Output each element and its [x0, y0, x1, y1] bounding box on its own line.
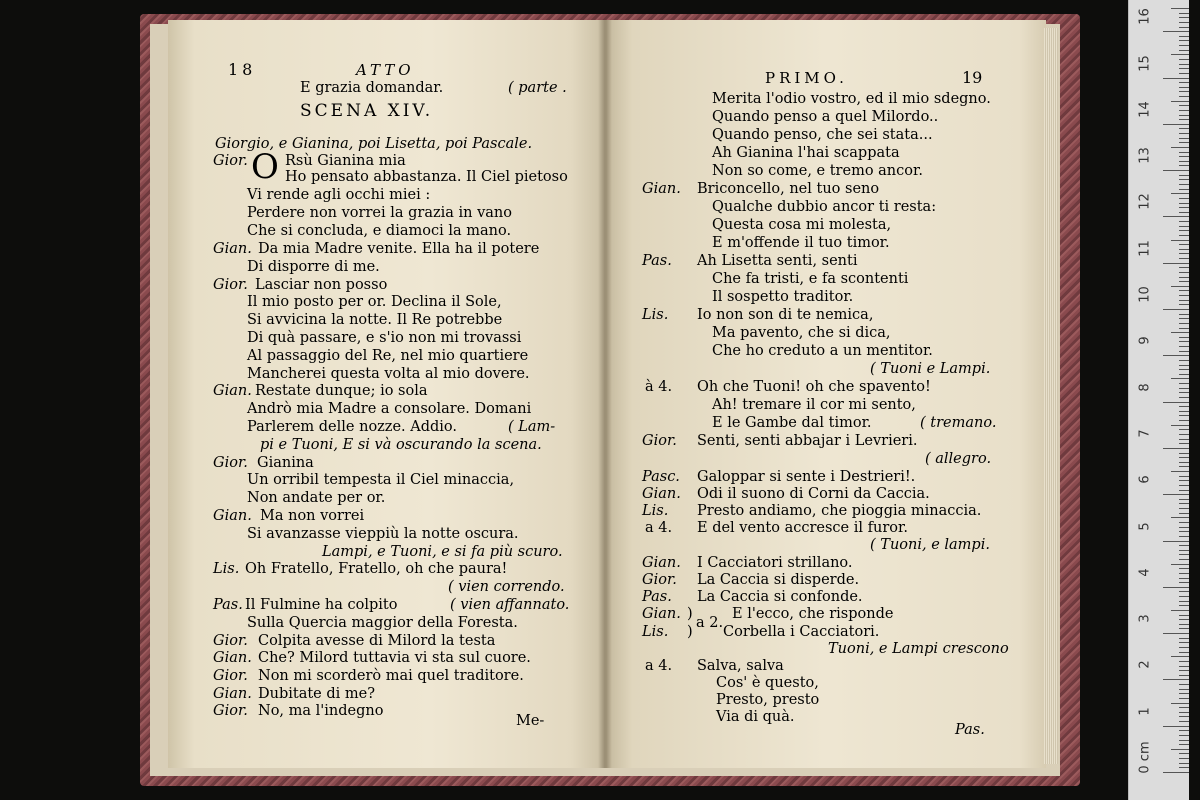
ruler-tick [1179, 258, 1189, 259]
ruler-tick [1179, 527, 1189, 528]
verse-line: Di disporre di me. [247, 259, 380, 275]
verse-line: Quando penso a quel Milordo.. [712, 109, 939, 125]
ruler-tick [1179, 300, 1189, 301]
ruler-tick [1179, 652, 1189, 653]
ruler-tick [1179, 513, 1189, 514]
ruler-tick [1179, 601, 1189, 602]
ruler-tick [1179, 642, 1189, 643]
ruler-tick [1179, 360, 1189, 361]
ruler-tick [1179, 531, 1189, 532]
verse-line: Non andate per or. [247, 490, 386, 506]
ruler-tick [1179, 429, 1189, 430]
speaker-label: Gian. [642, 181, 681, 197]
verse-line: Tuoni, e Lampi crescono [828, 641, 1009, 657]
ruler-tick [1163, 633, 1189, 634]
speaker-label: Lis. [642, 624, 669, 640]
ruler-tick [1179, 203, 1189, 204]
stage-direction: ( parte . [508, 80, 567, 96]
ruler-tick [1179, 596, 1189, 597]
ruler-tick [1163, 587, 1189, 588]
book-gutter [598, 20, 612, 768]
verse-line: Oh che Tuoni! oh che spavento! [697, 379, 931, 395]
verse-line: Rsù Gianina mia [285, 153, 406, 169]
ruler-tick [1179, 536, 1189, 537]
verse-line: Via di quà. [716, 709, 795, 725]
speaker-label: Lis. [642, 503, 669, 519]
ruler-tick [1179, 212, 1189, 213]
ruler-tick [1179, 559, 1189, 560]
ruler-tick [1179, 397, 1189, 398]
ruler-tick [1179, 115, 1189, 116]
ruler-tick [1179, 314, 1189, 315]
ruler-tick [1171, 240, 1189, 241]
ruler-tick [1171, 378, 1189, 379]
ruler-tick [1179, 550, 1189, 551]
ruler-tick [1179, 272, 1189, 273]
ruler-tick [1163, 679, 1189, 680]
ruler-tick [1179, 415, 1189, 416]
ruler-tick [1179, 253, 1189, 254]
ruler-tick [1171, 193, 1189, 194]
ruler-tick [1179, 615, 1189, 616]
verse-line: Ah Gianina l'hai scappata [712, 145, 900, 161]
verse-line: ) [687, 624, 693, 640]
ruler-tick [1179, 82, 1189, 83]
measuring-ruler [1128, 0, 1189, 800]
speaker-label: Pas. [642, 253, 672, 269]
ruler-tick [1179, 119, 1189, 120]
ruler-number: 13 [1137, 147, 1153, 164]
ruler-tick [1179, 277, 1189, 278]
ruler-tick [1179, 582, 1189, 583]
verse-line: Ho pensato abbastanza. Il Ciel pietoso [285, 169, 568, 185]
verse-line: Che? Milord tuttavia vi sta sul cuore. [258, 650, 531, 666]
ruler-tick [1179, 142, 1189, 143]
verse-line: Merita l'odio vostro, ed il mio sdegno. [712, 91, 991, 107]
ruler-number: 15 [1137, 54, 1153, 72]
ruler-number: 8 [1137, 382, 1153, 392]
ruler-tick [1179, 439, 1189, 440]
ruler-number: 12 [1137, 193, 1153, 211]
verse-line: Dubitate di me? [258, 686, 376, 702]
ruler-tick [1179, 462, 1189, 463]
verse-line: Ma pavento, che si dica, [712, 325, 891, 341]
ruler-tick [1179, 73, 1189, 74]
verse-line: E le Gambe dal timor. [712, 415, 872, 431]
ruler-number: 2 [1137, 660, 1153, 670]
ruler-tick [1171, 564, 1189, 565]
ruler-number: 9 [1137, 336, 1153, 345]
ruler-tick [1179, 133, 1189, 134]
ruler-tick [1179, 406, 1189, 407]
verse-line: Oh Fratello, Fratello, oh che paura! [245, 561, 508, 577]
ensemble-label: a 4. [645, 520, 673, 536]
scene-title: SCENA XIV. [300, 101, 434, 121]
speaker-label: Gian. [213, 241, 252, 257]
stage-direction: ( tremano. [920, 415, 997, 431]
speaker-label: Gian. [642, 606, 681, 622]
ruler-number: 10 [1137, 286, 1153, 303]
ruler-tick [1179, 374, 1189, 375]
verse-line: I Cacciatori strillano. [697, 555, 853, 571]
ruler-tick [1179, 730, 1189, 731]
verse-line: Andrò mia Madre a consolare. Domani [247, 401, 532, 417]
ruler-tick [1179, 591, 1189, 592]
ruler-tick [1179, 693, 1189, 694]
right-page-number: 19 [962, 68, 983, 87]
ruler-tick [1163, 216, 1189, 217]
verse-line: Pas. [955, 722, 985, 738]
ruler-tick [1179, 568, 1189, 569]
ruler-tick [1163, 355, 1189, 356]
speaker-label: Gian. [642, 486, 681, 502]
verse-line: E m'offende il tuo timor. [712, 235, 890, 251]
ruler-tick [1179, 453, 1189, 454]
ruler-tick [1179, 221, 1189, 222]
ruler-tick [1163, 124, 1189, 125]
ruler-number: 1 [1137, 707, 1153, 716]
verse-line: Presto, presto [716, 692, 820, 708]
ruler-tick [1179, 443, 1189, 444]
ruler-tick [1179, 758, 1189, 759]
ruler-tick [1179, 87, 1189, 88]
stage-direction: ( Lam- [508, 419, 556, 435]
verse-line: ( Tuoni, e lampi. [870, 537, 990, 553]
ruler-tick [1179, 666, 1189, 667]
ruler-tick [1179, 40, 1189, 41]
ruler-tick [1163, 263, 1189, 264]
ruler-tick [1163, 726, 1189, 727]
ruler-tick [1179, 508, 1189, 509]
verse-line: Questa cosa mi molesta, [712, 217, 892, 233]
ruler-tick [1171, 517, 1189, 518]
verse-line: Da mia Madre venite. Ella ha il potere [258, 241, 540, 257]
left-page-number: 18 [228, 60, 257, 79]
speaker-label: Gian. [213, 508, 252, 524]
verse-line: Ah Lisetta senti, senti [697, 253, 858, 269]
ruler-tick [1171, 286, 1189, 287]
ruler-tick [1179, 337, 1189, 338]
ruler-tick [1179, 411, 1189, 412]
verse-line: Presto andiamo, che pioggia minaccia. [697, 503, 982, 519]
ruler-tick [1179, 712, 1189, 713]
verse-line: Giorgio, e Gianina, poi Lisetta, poi Pascale. [215, 136, 533, 152]
ruler-tick [1179, 50, 1189, 51]
verse-line: Parlerem delle nozze. Addio. [247, 419, 458, 435]
ruler-tick [1179, 230, 1189, 231]
ruler-tick [1179, 740, 1189, 741]
ruler-tick [1179, 22, 1189, 23]
ruler-tick [1179, 689, 1189, 690]
ruler-tick [1171, 54, 1189, 55]
speaker-label: Pas. [642, 589, 672, 605]
verse-line: a 2. [696, 615, 724, 631]
verse-line: Vi rende agli occhi miei : [247, 187, 431, 203]
ruler-tick [1179, 13, 1189, 14]
verse-line: Lampi, e Tuoni, e si fa più scuro. [322, 544, 563, 560]
verse-line: Non so come, e tremo ancor. [712, 163, 923, 179]
ruler-tick [1179, 624, 1189, 625]
ruler-tick [1179, 235, 1189, 236]
ruler-tick [1171, 8, 1189, 9]
speaker-label: Gior. [642, 433, 677, 449]
ruler-tick [1179, 647, 1189, 648]
verse-line: La Caccia si confonde. [697, 589, 863, 605]
ruler-tick [1179, 96, 1189, 97]
ruler-tick [1179, 763, 1189, 764]
verse-line: Si avvicina la notte. Il Re potrebbe [247, 312, 503, 328]
ruler-tick [1179, 744, 1189, 745]
ruler-tick [1179, 619, 1189, 620]
ensemble-label: à 4. [645, 379, 673, 395]
ruler-tick [1179, 323, 1189, 324]
ruler-number: 14 [1137, 101, 1153, 118]
ruler-tick [1179, 490, 1189, 491]
ruler-tick [1179, 198, 1189, 199]
ruler-number: 4 [1137, 568, 1153, 577]
ruler-tick [1179, 545, 1189, 546]
ruler-number: 16 [1137, 8, 1153, 25]
speaker-label: Lis. [642, 307, 669, 323]
ruler-number: 7 [1137, 429, 1153, 438]
ruler-tick [1179, 392, 1189, 393]
speaker-label: Gior. [213, 277, 248, 293]
verse-line: Odi il suono di Corni da Caccia. [697, 486, 930, 502]
ruler-tick [1179, 707, 1189, 708]
ruler-tick [1179, 522, 1189, 523]
speaker-label: Pasc. [642, 469, 680, 485]
ruler-tick [1179, 152, 1189, 153]
ruler-tick [1171, 610, 1189, 611]
ruler-tick [1179, 767, 1189, 768]
verse-line: Qualche dubbio ancor ti resta: [712, 199, 937, 215]
verse-line: Che si concluda, e diamoci la mano. [247, 223, 512, 239]
ruler-tick [1179, 295, 1189, 296]
ruler-tick [1179, 684, 1189, 685]
speaker-label: Gior. [213, 633, 248, 649]
ruler-tick [1179, 91, 1189, 92]
ruler-tick [1179, 304, 1189, 305]
verse-line: E grazia domandar. [300, 80, 444, 96]
speaker-label: Gior. [213, 455, 248, 471]
ruler-tick [1171, 749, 1189, 750]
drop-cap: O [251, 147, 279, 187]
ruler-tick [1179, 45, 1189, 46]
ruler-tick [1179, 161, 1189, 162]
ruler-tick [1179, 244, 1189, 245]
ruler-tick [1179, 175, 1189, 176]
verse-line: Restate dunque; io sola [255, 383, 428, 399]
verse-line: E del vento accresce il furor. [697, 520, 908, 536]
ruler-tick [1179, 605, 1189, 606]
verse-line: ( allegro. [925, 451, 992, 467]
ruler-number: 0 cm [1137, 741, 1153, 774]
speaker-label: Pas. [213, 597, 243, 613]
ensemble-label: a 4. [645, 658, 673, 674]
verse-line: Cos' è questo, [716, 675, 819, 691]
ruler-tick [1163, 78, 1189, 79]
verse-line: Gianina [257, 455, 314, 471]
ruler-number: 3 [1137, 614, 1153, 623]
ruler-tick [1163, 772, 1189, 773]
ruler-tick [1179, 638, 1189, 639]
ruler-tick [1179, 753, 1189, 754]
verse-line: Mancherei questa volta al mio dovere. [247, 366, 530, 382]
ruler-tick [1179, 68, 1189, 69]
verse-line: Il Fulmine ha colpito [245, 597, 398, 613]
verse-line: No, ma l'indegno [258, 703, 384, 719]
ruler-tick [1179, 17, 1189, 18]
ruler-tick [1179, 165, 1189, 166]
ruler-tick [1179, 189, 1189, 190]
ruler-tick [1163, 31, 1189, 32]
stage-direction: ( vien affannato. [450, 597, 570, 613]
ruler-tick [1179, 59, 1189, 60]
ruler-tick [1179, 341, 1189, 342]
ruler-tick [1179, 721, 1189, 722]
verse-line: ( vien correndo. [448, 579, 565, 595]
ruler-tick [1171, 656, 1189, 657]
ruler-tick [1171, 471, 1189, 472]
verse-line: pi e Tuoni, E si và oscurando la scena. [260, 437, 542, 453]
verse-line: Salva, salva [697, 658, 784, 674]
ruler-tick [1163, 494, 1189, 495]
verse-line: Un orribil tempesta il Ciel minaccia, [247, 472, 515, 488]
page-stack-edge [1044, 28, 1058, 764]
verse-line: Perdere non vorrei la grazia in vano [247, 205, 513, 221]
verse-line: ( Tuoni e Lampi. [870, 361, 991, 377]
ruler-tick [1179, 388, 1189, 389]
ruler-tick [1179, 369, 1189, 370]
verse-line: La Caccia si disperde. [697, 572, 860, 588]
verse-line: Sulla Quercia maggior della Foresta. [247, 615, 518, 631]
verse-line: ) [687, 606, 693, 622]
ruler-tick [1179, 346, 1189, 347]
verse-line: Briconcello, nel tuo seno [697, 181, 880, 197]
verse-line: Al passaggio del Re, nel mio quartiere [247, 348, 529, 364]
ruler-tick [1179, 485, 1189, 486]
ruler-tick [1163, 309, 1189, 310]
ruler-tick [1179, 573, 1189, 574]
ruler-tick [1179, 328, 1189, 329]
ruler-tick [1179, 716, 1189, 717]
ruler-tick [1179, 110, 1189, 111]
ruler-tick [1179, 351, 1189, 352]
ruler-tick [1179, 36, 1189, 37]
ruler-tick [1179, 179, 1189, 180]
ruler-tick [1171, 703, 1189, 704]
ruler-tick [1179, 318, 1189, 319]
verse-line: Di quà passare, e s'io non mi trovassi [247, 330, 522, 346]
ruler-tick [1179, 365, 1189, 366]
ruler-tick [1179, 290, 1189, 291]
verse-line: Lasciar non posso [255, 277, 388, 293]
left-running-head: ATTO [356, 61, 415, 79]
ruler-tick [1171, 425, 1189, 426]
ruler-tick [1179, 105, 1189, 106]
ruler-tick [1163, 170, 1189, 171]
ruler-tick [1163, 402, 1189, 403]
speaker-label: Gior. [642, 572, 677, 588]
verse-line: Senti, senti abbajar i Levrieri. [697, 433, 918, 449]
verse-line: Colpita avesse di Milord la testa [258, 633, 496, 649]
ruler-tick [1163, 541, 1189, 542]
ruler-tick [1179, 184, 1189, 185]
speaker-label: Gian. [642, 555, 681, 571]
verse-line: Io non son di te nemica, [697, 307, 874, 323]
ruler-tick [1179, 27, 1189, 28]
ruler-tick [1179, 267, 1189, 268]
ruler-tick [1171, 101, 1189, 102]
ruler-tick [1179, 499, 1189, 500]
verse-line: Galoppar si sente i Destrieri!. [697, 469, 916, 485]
ruler-tick [1179, 503, 1189, 504]
ruler-number: 6 [1137, 475, 1153, 484]
verse-line: Corbella i Cacciatori. [723, 624, 880, 640]
verse-line: Che fa tristi, e fa scontenti [712, 271, 909, 287]
speaker-label: Gian. [213, 650, 252, 666]
ruler-tick [1179, 735, 1189, 736]
speaker-label: Gian. [213, 686, 252, 702]
ruler-tick [1171, 332, 1189, 333]
ruler-tick [1179, 420, 1189, 421]
verse-line: Ma non vorrei [260, 508, 365, 524]
ruler-tick [1179, 466, 1189, 467]
ruler-tick [1179, 128, 1189, 129]
speaker-label: Gior. [213, 668, 248, 684]
speaker-label: Gior. [213, 153, 248, 169]
ruler-tick [1179, 383, 1189, 384]
verse-line: E l'ecco, che risponde [732, 606, 894, 622]
ruler-tick [1179, 476, 1189, 477]
ruler-tick [1163, 448, 1189, 449]
ruler-tick [1179, 480, 1189, 481]
ruler-tick [1179, 138, 1189, 139]
ruler-tick [1179, 434, 1189, 435]
verse-line: Me- [516, 713, 545, 729]
ruler-tick [1179, 698, 1189, 699]
verse-line: Non mi scorderò mai quel traditore. [258, 668, 524, 684]
speaker-label: Lis. [213, 561, 240, 577]
ruler-tick [1179, 578, 1189, 579]
ruler-tick [1179, 226, 1189, 227]
verse-line: Si avanzasse vieppiù la notte oscura. [247, 526, 519, 542]
ruler-tick [1179, 207, 1189, 208]
verse-line: Ah! tremare il cor mi sento, [712, 397, 916, 413]
ruler-tick [1179, 249, 1189, 250]
verse-line: Il mio posto per or. Declina il Sole, [247, 294, 502, 310]
verse-line: Quando penso, che sei stata... [712, 127, 933, 143]
speaker-label: Gian. [213, 383, 252, 399]
verse-line: Il sospetto traditor. [712, 289, 854, 305]
ruler-number: 5 [1137, 521, 1153, 531]
ruler-tick [1171, 147, 1189, 148]
ruler-tick [1179, 628, 1189, 629]
ruler-tick [1179, 281, 1189, 282]
verse-line: Che ho creduto a un mentitor. [712, 343, 933, 359]
ruler-tick [1179, 670, 1189, 671]
ruler-tick [1179, 156, 1189, 157]
ruler-number: 11 [1137, 239, 1153, 257]
ruler-tick [1179, 675, 1189, 676]
ruler-tick [1179, 64, 1189, 65]
ruler-tick [1179, 457, 1189, 458]
right-running-head: PRIMO. [765, 69, 848, 87]
ruler-tick [1179, 554, 1189, 555]
speaker-label: Gior. [213, 703, 248, 719]
ruler-tick [1179, 661, 1189, 662]
